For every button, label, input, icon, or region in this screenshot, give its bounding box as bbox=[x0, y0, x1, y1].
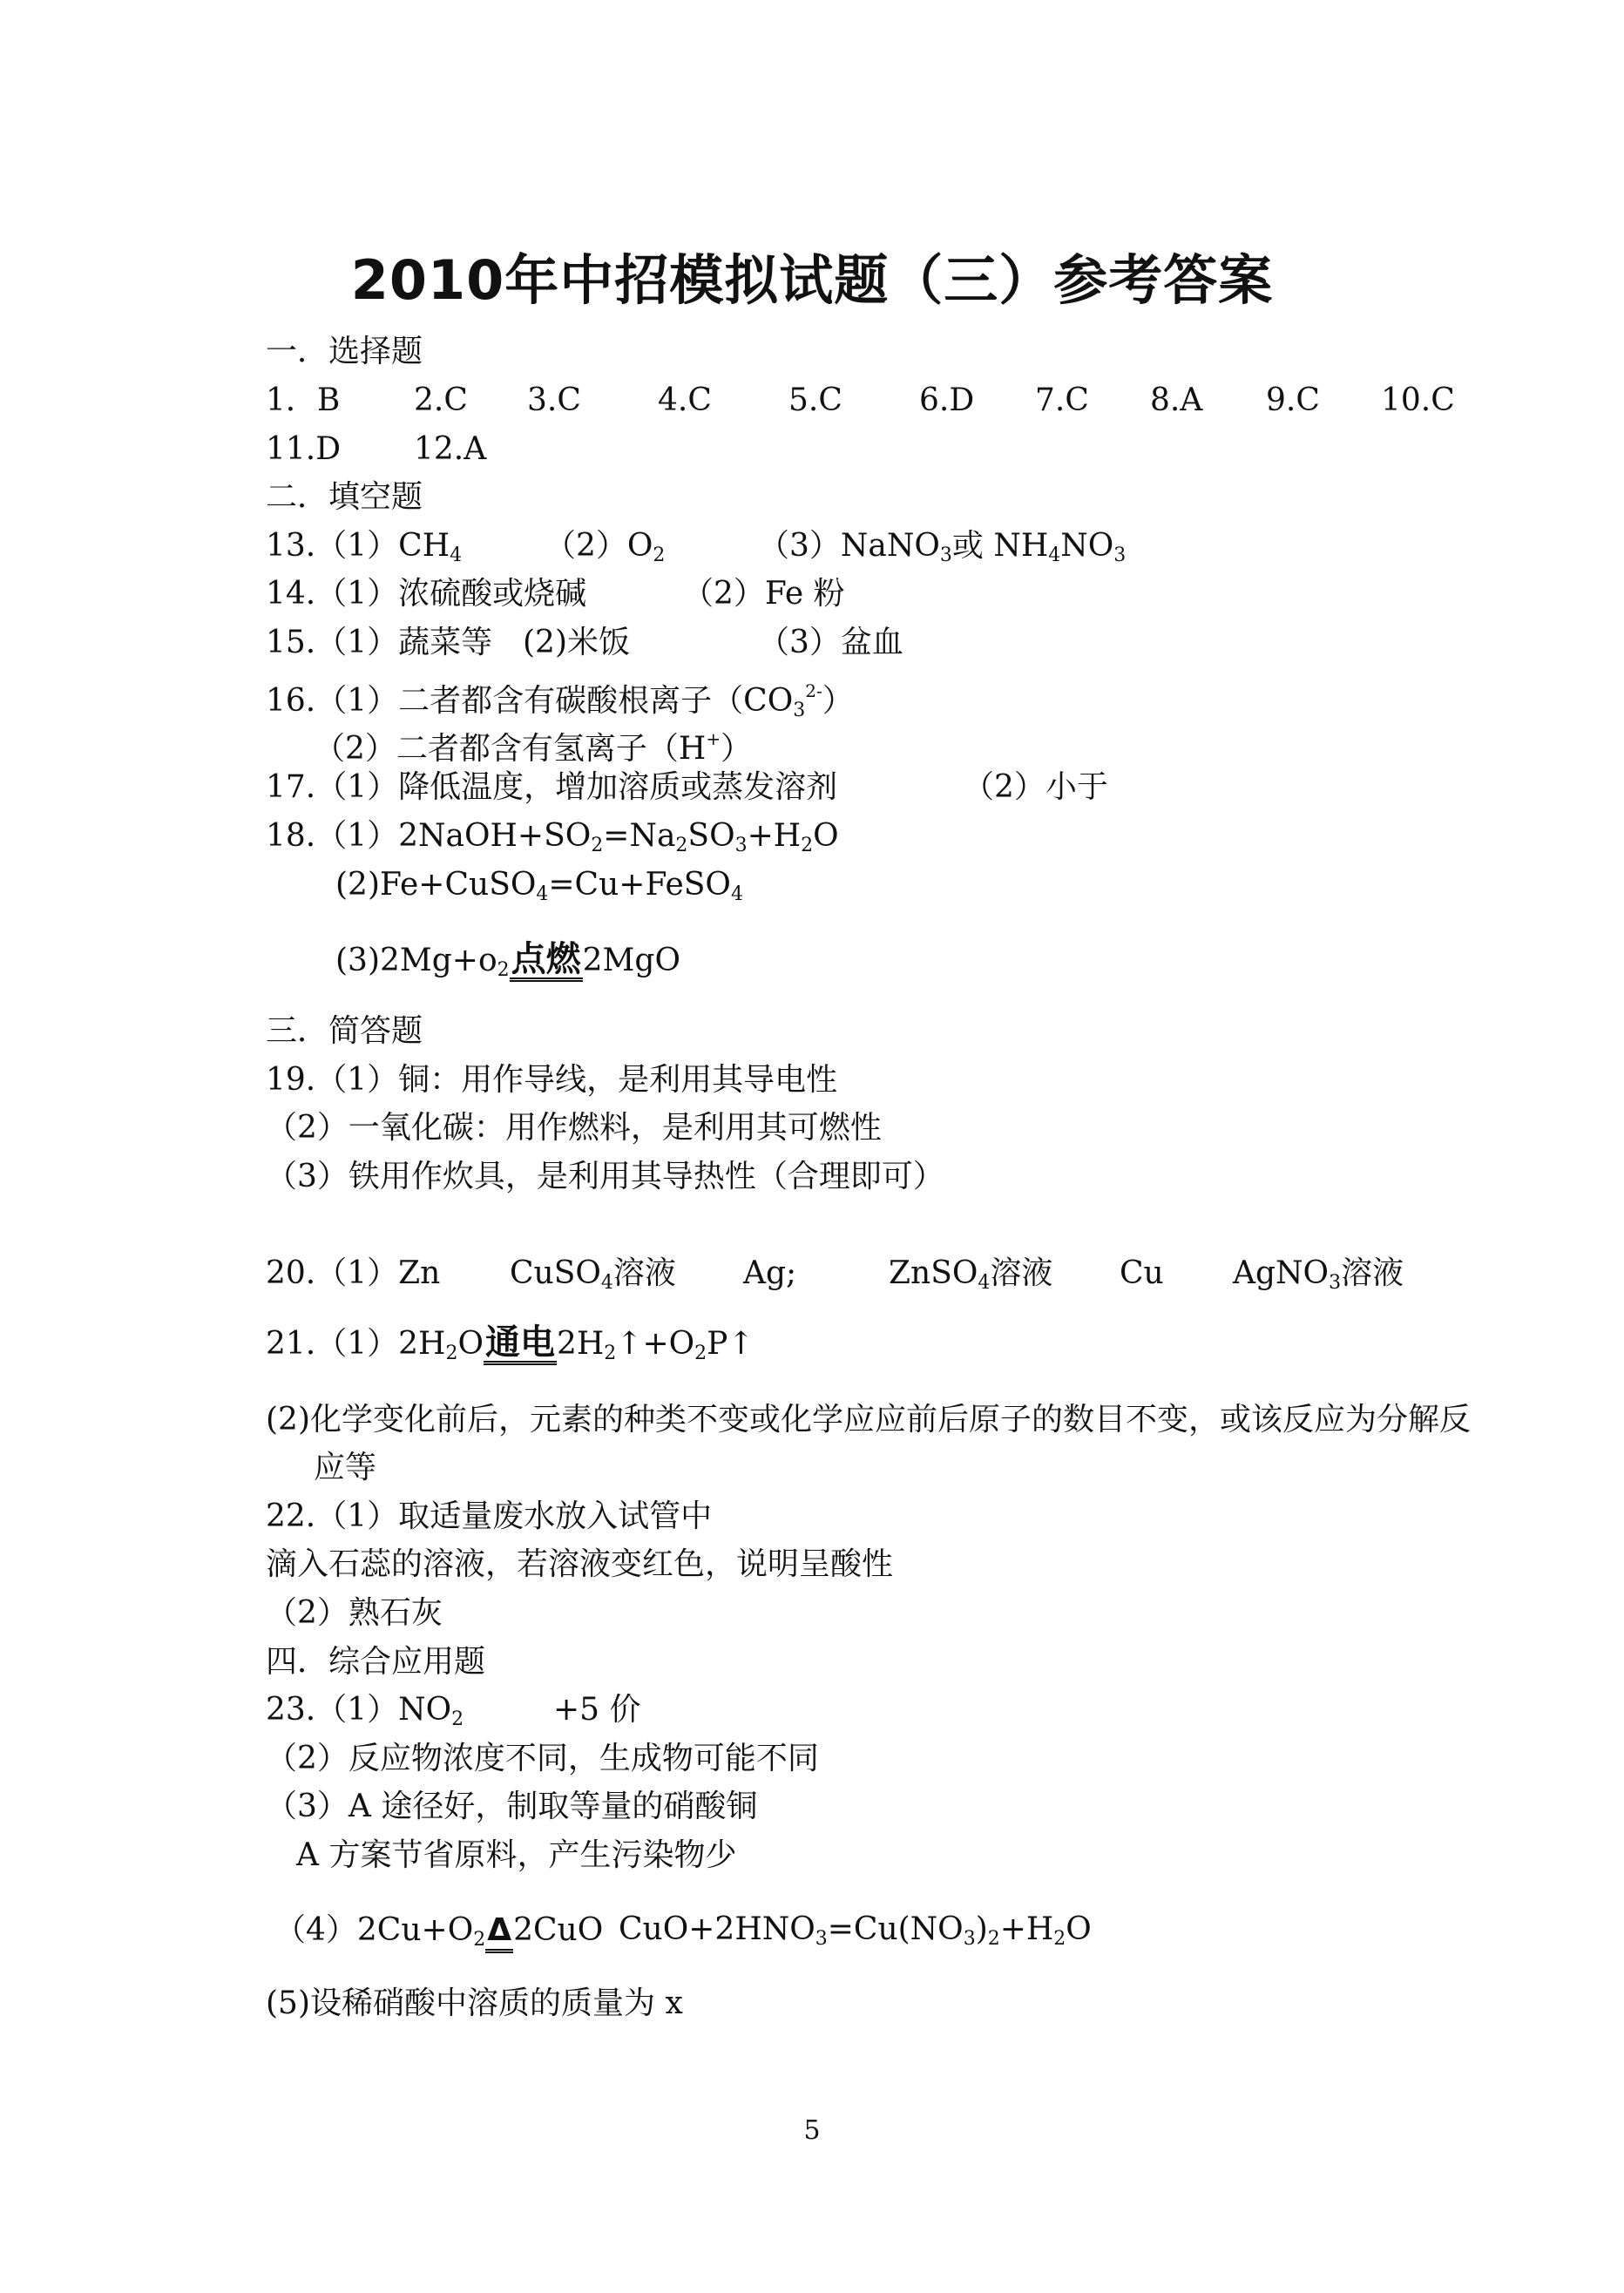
q18-l1-c: SO bbox=[687, 818, 735, 854]
q23-l5-f: +H bbox=[999, 1911, 1054, 1947]
reaction-condition-ignite: 点燃 bbox=[510, 941, 583, 982]
q16-end-2: ） bbox=[721, 731, 753, 767]
q21-s1: 2 bbox=[445, 1343, 458, 1364]
answer-9: 9.C bbox=[1266, 382, 1320, 418]
q20-d-sub: 4 bbox=[978, 1272, 991, 1294]
q18-l3-b: 2MgO bbox=[582, 943, 680, 978]
q23-l5-s3: 3 bbox=[963, 1928, 976, 1950]
q18-l3-s1: 2 bbox=[497, 959, 510, 981]
answer-19-line-2: （2）一氧化碳：用作燃料，是利用其可燃性 bbox=[266, 1110, 882, 1146]
q13-sub-3: 3 bbox=[939, 545, 952, 566]
page-number: 5 bbox=[803, 2115, 821, 2146]
answer-19-line-3: （3）铁用作炊具，是利用其导热性（合理即可） bbox=[266, 1159, 944, 1194]
reaction-condition-heat: Δ bbox=[485, 1912, 513, 1953]
q23-l5-a: （4）2Cu+O bbox=[274, 1912, 474, 1948]
q18-l1-d: +H bbox=[747, 818, 802, 854]
q20-f2: 溶液 bbox=[1341, 1255, 1404, 1291]
q23-l1-s1: 2 bbox=[451, 1708, 464, 1730]
answer-1: 1．B bbox=[266, 382, 341, 418]
q13-part-4: 或 NH bbox=[951, 528, 1049, 564]
q23-l5-s1: 2 bbox=[473, 1929, 486, 1951]
q20-e: Cu bbox=[1120, 1255, 1164, 1291]
q21-a: 21.（1）2H bbox=[266, 1326, 446, 1362]
q15-part-3: （3）盆血 bbox=[758, 625, 903, 660]
answer-23-line-2: （2）反应物浓度不同，生成物可能不同 bbox=[266, 1741, 819, 1776]
reaction-condition-electrify: 通电 bbox=[484, 1324, 557, 1365]
q13-part-2: （2）O bbox=[545, 528, 653, 564]
q21-c: 2H bbox=[556, 1326, 605, 1362]
q13-sub-2: 2 bbox=[653, 545, 666, 566]
answer-23-line-4: A 方案节省原料，产生污染物少 bbox=[296, 1837, 737, 1873]
q20-b-sub: 4 bbox=[600, 1272, 613, 1294]
section-heading-fill: 二．填空题 bbox=[266, 479, 423, 515]
q16-part-2: （2）二者都含有氢离子（H bbox=[314, 731, 707, 767]
answer-11: 11.D bbox=[266, 431, 342, 467]
q18-l1-s4: 2 bbox=[801, 835, 814, 856]
q18-l2-b: =Cu+FeSO bbox=[548, 867, 731, 903]
q16-sup: 2- bbox=[805, 680, 822, 701]
q18-l1-e: O bbox=[813, 818, 839, 854]
q23-l5-s5: 2 bbox=[1053, 1928, 1066, 1950]
section-heading-choice: 一．选择题 bbox=[266, 334, 423, 369]
q16-part-1: 16.（1）二者都含有碳酸根离子（CO bbox=[266, 683, 794, 719]
answer-22-line-2: 滴入石蕊的溶液，若溶液变红色，说明呈酸性 bbox=[266, 1546, 894, 1582]
answer-23-line-3: （3）A 途径好，制取等量的硝酸铜 bbox=[266, 1789, 758, 1824]
q18-l1-s2: 2 bbox=[675, 835, 688, 856]
q21-e: P↑ bbox=[707, 1326, 754, 1362]
q20-d2: 溶液 bbox=[990, 1255, 1053, 1291]
answer-16-line-2 bbox=[314, 721, 752, 767]
answer-18-line-1 bbox=[266, 819, 839, 863]
answer-18-line-3 bbox=[335, 941, 680, 988]
q18-l2-s2: 4 bbox=[730, 883, 743, 905]
answer-5: 5.C bbox=[788, 382, 842, 418]
answer-21-line-3: 应等 bbox=[314, 1450, 377, 1485]
answer-7: 7.C bbox=[1035, 382, 1089, 418]
answer-22-line-3: （2）熟石灰 bbox=[266, 1595, 443, 1631]
q17-part-1: 17.（1）降低温度，增加溶质或蒸发溶剂 bbox=[266, 769, 838, 805]
q14-part-1: 14.（1）浓硫酸或烧碱 bbox=[266, 576, 587, 612]
answer-23-line-6: (5)设稀硝酸中溶质的质量为 x bbox=[266, 1985, 683, 2021]
q18-l1-s3: 3 bbox=[734, 835, 748, 856]
q23-l5-s2: 3 bbox=[815, 1928, 828, 1950]
q21-d: ↑+O bbox=[616, 1326, 695, 1362]
q20-b: CuSO bbox=[510, 1255, 601, 1291]
q23-l5-e: ) bbox=[975, 1911, 988, 1947]
q20-f: AgNO bbox=[1233, 1255, 1330, 1291]
q23-l5-c: CuO+2HNO bbox=[619, 1911, 815, 1947]
q13-sub-5: 3 bbox=[1113, 545, 1127, 566]
answer-6: 6.D bbox=[919, 382, 975, 418]
q18-l2-s1: 4 bbox=[536, 883, 549, 905]
q20-a: 20.（1）Zn bbox=[266, 1255, 441, 1291]
q13-sub-4: 4 bbox=[1048, 545, 1061, 566]
q20-c: Ag; bbox=[743, 1255, 797, 1291]
q21-b: O bbox=[457, 1326, 484, 1362]
q13-sub-1: 4 bbox=[450, 545, 463, 566]
q18-l2-a: (2)Fe+CuSO bbox=[335, 867, 537, 903]
q18-l1-a: 18.（1）2NaOH+SO bbox=[266, 818, 592, 854]
q23-l1-a: 23.（1）NO bbox=[266, 1692, 452, 1728]
answer-8: 8.A bbox=[1150, 382, 1203, 418]
answer-4: 4.C bbox=[658, 382, 712, 418]
q15-part-2: (2)米饭 bbox=[523, 625, 630, 660]
q23-l5-s4: 2 bbox=[987, 1928, 1000, 1950]
q18-l3-a: (3)2Mg+o bbox=[335, 943, 497, 978]
answer-3: 3.C bbox=[527, 382, 581, 418]
answer-10: 10.C bbox=[1381, 382, 1455, 418]
q16-sup-2: + bbox=[706, 728, 721, 749]
answer-16-line-1 bbox=[266, 673, 854, 728]
q20-b2: 溶液 bbox=[612, 1255, 676, 1291]
answer-22-line-1: 22.（1）取适量废水放入试管中 bbox=[266, 1498, 713, 1534]
q21-s2: 2 bbox=[604, 1343, 617, 1364]
section-heading-comprehensive: 四．综合应用题 bbox=[266, 1644, 486, 1680]
q23-l5-b: 2CuO bbox=[513, 1912, 604, 1948]
page-title: 2010年中招模拟试题（三）参考答案 bbox=[350, 248, 1274, 312]
answer-21-line-2: (2)化学变化前后，元素的种类不变或化学应应前后原子的数目不变，或该反应为分解反 bbox=[266, 1402, 1471, 1437]
q21-s3: 2 bbox=[694, 1343, 707, 1364]
q15-part-1: 15.（1）蔬菜等 bbox=[266, 625, 493, 660]
answer-19-line-1: 19.（1）铜：用作导线，是利用其导电性 bbox=[266, 1062, 838, 1098]
q23-l1-b: +5 价 bbox=[553, 1692, 641, 1728]
q16-sub: 3 bbox=[793, 700, 806, 721]
q20-d: ZnSO bbox=[889, 1255, 978, 1291]
section-heading-short-answer: 三．简答题 bbox=[266, 1013, 423, 1049]
answer-2: 2.C bbox=[414, 382, 468, 418]
q13-part-5: NO bbox=[1060, 528, 1114, 564]
q18-l1-s1: 2 bbox=[591, 835, 604, 856]
answer-12: 12.A bbox=[414, 431, 487, 467]
q23-l5-g: O bbox=[1066, 1911, 1092, 1947]
answer-18-line-2 bbox=[335, 868, 743, 912]
q14-part-2: （2）Fe 粉 bbox=[682, 576, 845, 612]
q23-l5-d: =Cu(NO bbox=[827, 1911, 964, 1947]
q18-l1-b: =Na bbox=[603, 818, 676, 854]
q20-f-sub: 3 bbox=[1329, 1272, 1342, 1294]
q13-part-1: 13.（1）CH bbox=[266, 528, 450, 564]
q13-part-3: （3）NaNO bbox=[758, 528, 940, 564]
q16-end: ） bbox=[822, 683, 854, 719]
q17-part-2: （2）小于 bbox=[963, 769, 1108, 805]
answer-21-line-1 bbox=[266, 1324, 754, 1371]
